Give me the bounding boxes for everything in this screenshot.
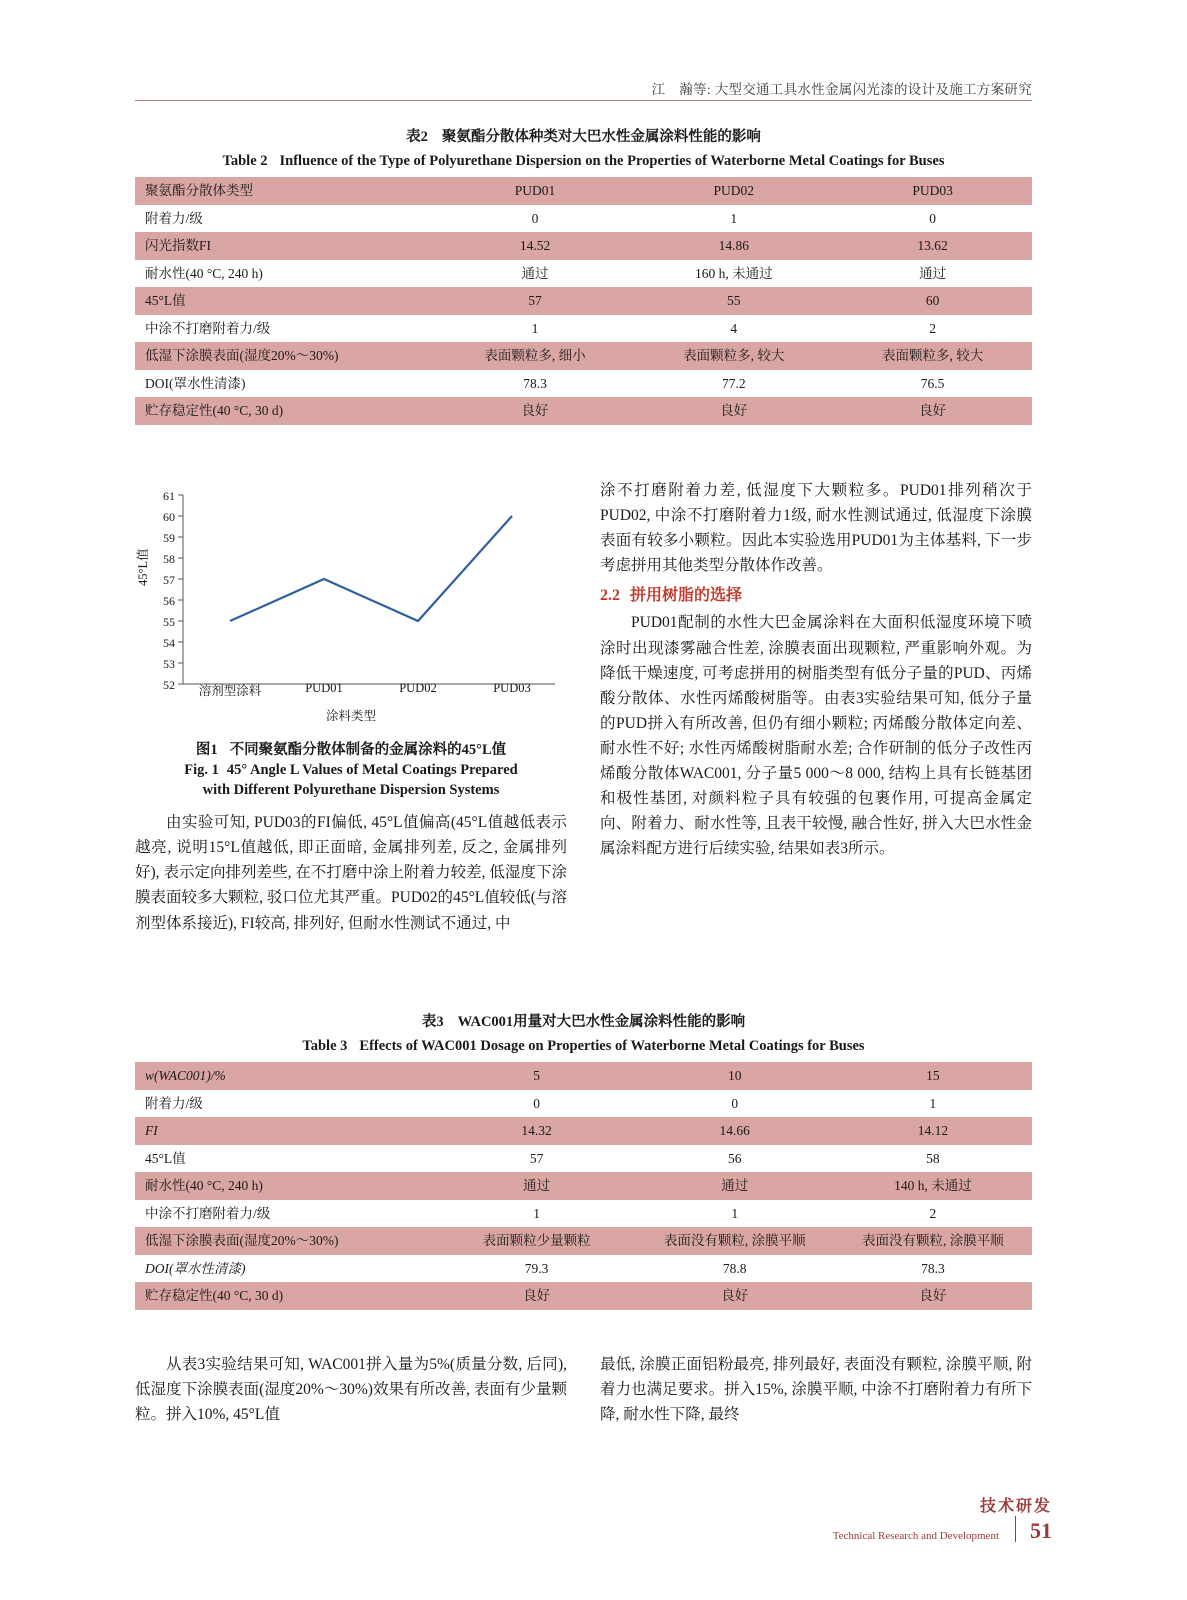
page-footer [833, 1493, 1052, 1542]
bottom-paragraph-left: 从表3实验结果可知, WAC001拼入量为5%(质量分数, 后同), 低湿度下涂膜表面(湿度20%～30%)效果有所改善, 表面有少量颗粒。拼入10%, 45°L值 [135, 1356, 567, 1424]
table2-row6-col2: 表面颗粒多, 较大 [634, 342, 833, 370]
figure1-caption-en [135, 761, 567, 800]
table2-row4-label: 45°L值 [135, 287, 436, 315]
figure1-plot [135, 478, 567, 728]
table2-row1-col3: 0 [833, 205, 1032, 233]
table2-row0-label: 聚氨酯分散体类型 [135, 177, 436, 205]
table-row [135, 1090, 1032, 1118]
table3-row0-label: w(WAC001)/% [135, 1062, 438, 1090]
table3-row4-col2: 通过 [636, 1172, 834, 1200]
table3-row0-col3: 15 [834, 1062, 1032, 1090]
table-row [135, 287, 1032, 315]
table3-caption-en-text: Effects of WAC001 Dosage on Properties of Waterborne Metal Coatings for Buses [359, 1037, 865, 1054]
table2-row1-col1: 0 [436, 205, 635, 233]
table2-row3-col2: 160 h, 未通过 [634, 260, 833, 288]
table3-row5-col3: 2 [834, 1200, 1032, 1228]
table-row [135, 397, 1032, 425]
table3-row2-col3: 14.12 [834, 1117, 1032, 1145]
table3-row5-label: 中涂不打磨附着力/级 [135, 1200, 438, 1228]
xtick-1: PUD01 [305, 681, 343, 695]
table-row [135, 232, 1032, 260]
table3-row2-label: FI [135, 1117, 438, 1145]
table2-row0-col1: PUD01 [436, 177, 635, 205]
table3-row4-col3: 140 h, 未通过 [834, 1172, 1032, 1200]
bottom-paragraph-right: 最低, 涂膜正面铝粉最亮, 排列最好, 表面没有颗粒, 涂膜平顺, 附着力也满足要求。拼入15%, 涂膜平顺, 中涂不打磨附着力有所下降, 耐水性下降, 最终 [600, 1356, 1032, 1424]
xtick-2: PUD02 [399, 681, 437, 695]
table-row [135, 1145, 1032, 1173]
table2-caption-cn-text: 聚氨酯分散体种类对大巴水性金属涂料性能的影响 [441, 129, 761, 145]
table2-row8-col1: 良好 [436, 397, 635, 425]
figure1-ylabel: 45°L值 [136, 548, 150, 586]
table-row [135, 1172, 1032, 1200]
table2 [135, 177, 1032, 425]
table3-row2-col1: 14.32 [438, 1117, 636, 1145]
table3-row3-col3: 58 [834, 1145, 1032, 1173]
table2-row7-col3: 76.5 [833, 370, 1032, 398]
table3 [135, 1062, 1032, 1310]
ytick-56: 56 [163, 594, 175, 608]
table3-row7-col3: 78.3 [834, 1255, 1032, 1283]
right-paragraph-2: PUD01配制的水性大巴金属涂料在大面积低湿度环境下喷涂时出现漆雾融合性差, 涂膜表面出现颗粒, 严重影响外观。为降低干燥速度, 可考虑拼用的树脂类型有低分子量的PUD、丙烯酸分散体、水性丙烯酸树脂等。由表3实验结果可知, 低分子量的PUD拼入有所改善, 但仍有细小颗粒; 丙烯酸分散体定向差、耐水性不好; 水性丙烯酸树脂耐水差; 合作研制的低分子改性丙烯酸分散体WAC001, 分子量5 000～8 000, 结构上具有长链基团和极性基团, 对颜料粒子具有较强的包裹作用, 可提高金属定向、附着力、耐水性等, 且表干较慢, 融合性好, 拼入大巴水性金属涂料配方进行后续实验, 结果如表3所示。 [600, 614, 1032, 858]
table2-row6-col1: 表面颗粒多, 细小 [436, 342, 635, 370]
table2-row0-col2: PUD02 [634, 177, 833, 205]
figure1-caption-en-label: Fig. 1 [184, 762, 219, 778]
table-row [135, 1282, 1032, 1310]
table3-row4-label: 耐水性(40 °C, 240 h) [135, 1172, 438, 1200]
table-row [135, 260, 1032, 288]
table2-row6-col3: 表面颗粒多, 较大 [833, 342, 1032, 370]
table3-row5-col1: 1 [438, 1200, 636, 1228]
figure1-caption-cn-label: 图1 [195, 742, 218, 758]
table2-caption-en-label: Table 2 [222, 152, 268, 169]
header-divider [135, 100, 1032, 101]
table-row [135, 1227, 1032, 1255]
table-row [135, 342, 1032, 370]
left-column [135, 478, 567, 936]
section-number: 2.2 [600, 587, 620, 605]
section-heading-2-2 [600, 584, 1032, 608]
figure1-caption-en-line2: with Different Polyurethane Dispersion Systems [202, 781, 500, 798]
footer-row [833, 1516, 1052, 1542]
table3-row6-col2: 表面没有颗粒, 涂膜平顺 [636, 1227, 834, 1255]
table3-row6-col1: 表面颗粒少量颗粒 [438, 1227, 636, 1255]
table2-row3-label: 耐水性(40 °C, 240 h) [135, 260, 436, 288]
table2-row4-col3: 60 [833, 287, 1032, 315]
right-paragraph-1: 涂不打磨附着力差, 低湿度下大颗粒多。PUD01排列稍次于PUD02, 中涂不打磨附着力1级, 耐水性测试通过, 低湿度下涂膜表面有较多小颗粒。因此本实验选用PUD01为主体基料, 下一步考虑拼用其他类型分散体作改善。 [600, 482, 1032, 575]
ytick-61: 61 [163, 489, 175, 503]
table-row [135, 1255, 1032, 1283]
table-row [135, 1200, 1032, 1228]
table2-row7-col1: 78.3 [436, 370, 635, 398]
table2-row1-label: 附着力/级 [135, 205, 436, 233]
figure1-xlabel: 涂料类型 [325, 709, 376, 723]
table2-row2-label: 闪光指数FI [135, 232, 436, 260]
table2-row4-col2: 55 [634, 287, 833, 315]
table3-caption-en [135, 1036, 1032, 1056]
table3-row7-col2: 78.8 [636, 1255, 834, 1283]
table-row [135, 315, 1032, 343]
table2-row2-col2: 14.86 [634, 232, 833, 260]
bottom-right-column [600, 1352, 1032, 1427]
table2-row8-label: 贮存稳定性(40 °C, 30 d) [135, 397, 436, 425]
table-row [135, 1062, 1032, 1090]
table3-row3-label: 45°L值 [135, 1145, 438, 1173]
ytick-54: 54 [163, 636, 175, 650]
table3-row0-col2: 10 [636, 1062, 834, 1090]
ytick-57: 57 [163, 573, 175, 587]
table3-row8-col1: 良好 [438, 1282, 636, 1310]
table2-row2-col3: 13.62 [833, 232, 1032, 260]
table3-row1-col1: 0 [438, 1090, 636, 1118]
table3-row1-col3: 1 [834, 1090, 1032, 1118]
page-number: 51 [1030, 1518, 1052, 1543]
table-row [135, 370, 1032, 398]
table2-row6-label: 低湿下涂膜表面(湿度20%～30%) [135, 342, 436, 370]
table2-row0-col3: PUD03 [833, 177, 1032, 205]
ytick-60: 60 [163, 510, 175, 524]
table3-row8-label: 贮存稳定性(40 °C, 30 d) [135, 1282, 438, 1310]
table3-row6-label: 低湿下涂膜表面(湿度20%～30%) [135, 1227, 438, 1255]
table3-caption-cn-text: WAC001用量对大巴水性金属涂料性能的影响 [457, 1014, 746, 1030]
ytick-59: 59 [163, 531, 175, 545]
table3-row5-col2: 1 [636, 1200, 834, 1228]
table2-row8-col3: 良好 [833, 397, 1032, 425]
table-row [135, 1117, 1032, 1145]
table2-caption-cn [135, 127, 1032, 149]
xtick-0: 溶剂型涂料 [198, 684, 262, 698]
ytick-53: 53 [163, 657, 175, 671]
figure1-caption-cn [135, 738, 567, 759]
table3-row8-col3: 良好 [834, 1282, 1032, 1310]
table2-block [135, 127, 1032, 425]
table3-row3-col2: 56 [636, 1145, 834, 1173]
table2-row5-col3: 2 [833, 315, 1032, 343]
table3-row6-col3: 表面没有颗粒, 涂膜平顺 [834, 1227, 1032, 1255]
table3-row4-col1: 通过 [438, 1172, 636, 1200]
table2-row2-col1: 14.52 [436, 232, 635, 260]
footer-section-en: Technical Research and Development [832, 1530, 999, 1542]
table3-row0-col1: 5 [438, 1062, 636, 1090]
running-head: 江 瀚等: 大型交通工具水性金属闪光漆的设计及施工方案研究 [651, 82, 1032, 97]
table2-row7-label: DOI(罩水性清漆) [135, 370, 436, 398]
table2-row7-col2: 77.2 [634, 370, 833, 398]
table-row [135, 177, 1032, 205]
table2-row8-col2: 良好 [634, 397, 833, 425]
table3-row3-col1: 57 [438, 1145, 636, 1173]
table3-caption-cn [135, 1012, 1032, 1034]
figure1-caption-en-line1: 45° Angle L Values of Metal Coatings Prepared [226, 762, 518, 778]
table2-caption-en-text: Influence of the Type of Polyurethane Dispersion on the Properties of Waterborne Metal Coatings for Buses [279, 152, 945, 169]
table2-caption-cn-label: 表2 [406, 129, 428, 145]
figure1-caption-cn-text: 不同聚氨酯分散体制备的金属涂料的45°L值 [229, 742, 507, 758]
table3-row7-col1: 79.3 [438, 1255, 636, 1283]
right-column [600, 478, 1032, 862]
ytick-52: 52 [163, 678, 175, 692]
table3-caption-en-label: Table 3 [302, 1037, 348, 1054]
table3-block [135, 1012, 1032, 1310]
table2-row3-col3: 通过 [833, 260, 1032, 288]
table3-row8-col2: 良好 [636, 1282, 834, 1310]
section-title: 拼用树脂的选择 [630, 587, 743, 605]
xtick-3: PUD03 [493, 681, 531, 695]
bottom-left-column [135, 1352, 567, 1427]
table-row [135, 205, 1032, 233]
left-paragraph-1: 由实验可知, PUD03的FI偏低, 45°L值偏高(45°L值越低表示越亮, 说明15°L值越低, 即正面暗, 金属排列差, 反之, 金属排列好), 表示定向排列差些, 在不打磨中涂上附着力较差, 低湿度下涂膜表面较多大颗粒, 驳口位尤其严重。PUD02的45°L值较低(与溶剂型体系接近), FI较高, 排列好, 但耐水性测试不通过, 中 [135, 814, 567, 932]
table2-row4-col1: 57 [436, 287, 635, 315]
table2-row5-label: 中涂不打磨附着力/级 [135, 315, 436, 343]
ytick-58: 58 [163, 552, 175, 566]
footer-divider [1015, 1516, 1016, 1542]
table2-row5-col1: 1 [436, 315, 635, 343]
table3-row1-col2: 0 [636, 1090, 834, 1118]
table2-row3-col1: 通过 [436, 260, 635, 288]
footer-section-cn: 技术研发 [979, 1498, 1052, 1515]
table2-row5-col2: 4 [634, 315, 833, 343]
table2-caption-en [135, 151, 1032, 171]
table3-body [135, 1062, 1032, 1310]
table3-row1-label: 附着力/级 [135, 1090, 438, 1118]
table2-body [135, 177, 1032, 425]
table3-row7-label: DOI(罩水性清漆) [135, 1255, 438, 1283]
table2-row1-col2: 1 [634, 205, 833, 233]
table3-caption-cn-label: 表3 [421, 1014, 444, 1030]
ytick-55: 55 [163, 615, 175, 629]
table3-row2-col2: 14.66 [636, 1117, 834, 1145]
